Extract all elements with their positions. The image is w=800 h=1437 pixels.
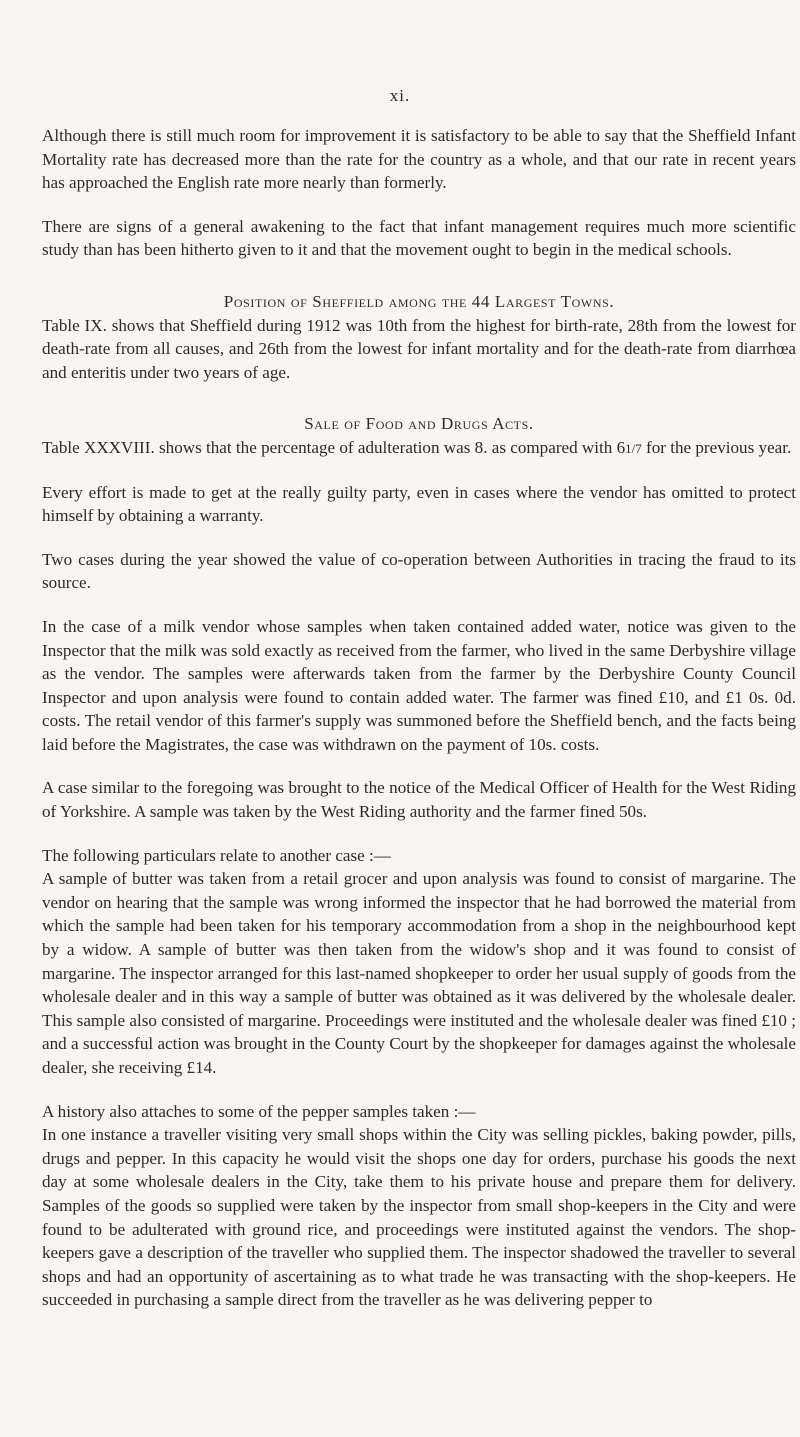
paragraph-table-ix: Table IX. shows that Sheffield during 1912 was 10th from the highest for birth-rate, 28th from the lowest for death-rate from all causes, and 26th from the lowest for infant mortality and for the death-rate from diarrhœa and enteritis under two years of age.	[42, 315, 796, 382]
paragraph-butter-sample: A sample of butter was taken from a retail grocer and upon analysis was found to consist of margarine. The vendor on hearing that the sample was wrong informed the inspector that he had borrowed the material from which the sample had been taken for his temporary accommodation from a shop in the neighbourhood kept by a widow. A sample of butter was then taken from the widow's shop and it was found to consist of margarine. The inspector arranged for this last-named shopkeeper to order her usual supply of goods from the wholesale dealer and in this way a sample of butter was obtained as it was delivered by the wholesale dealer. This sample also consisted of margarine. Proceedings were instituted and the wholesale dealer was fined £10 ; and a successful action was brought in the County Court by the shopkeeper for damages against the wholesale dealer, she receiving £14.	[42, 869, 796, 1077]
paragraph-co-operation: Two cases during the year showed the value of co-operation between Authorities in tracing the fraud to its source.	[42, 549, 796, 593]
paragraph-table-xxxviii	[42, 436, 796, 461]
heading-position-of-sheffield: Position of Sheffield among the 44 Largest Towns.	[223, 291, 615, 311]
heading-food-and-drugs: Sale of Food and Drugs Acts.	[304, 414, 534, 434]
adulteration-text-start: Table XXXVIII. shows that the percentage of adulteration was 8. as compared with 6	[42, 437, 626, 457]
paragraph-guilty-party: Every effort is made to get at the really guilty party, even in cases where the vendor has omitted to protect himself by obtaining a warranty.	[42, 482, 796, 526]
paragraph-pepper-history: A history also attaches to some of the pepper samples taken :—	[42, 1101, 476, 1121]
adulteration-fraction: 1/7	[625, 440, 642, 456]
paragraph-infant-management: There are signs of a general awakening to the fact that infant management requires much more scientific study than has been hitherto given to it and that the movement ought to begin in the medical schools.	[42, 216, 796, 260]
paragraph-another-case: The following particulars relate to another case :—	[42, 845, 391, 865]
paragraph-milk-vendor: In the case of a milk vendor whose samples when taken contained added water, notice was given to the Inspector that the milk was sold exactly as received from the farmer, who lived in the same Derbyshire village as the vendor. The samples were afterwards taken from the farmer by the Derbyshire County Council Inspector and upon analysis were found to contain added water. The farmer was fined £10, and £1 0s. 0d. costs. The retail vendor of this farmer's supply was summoned before the Sheffield bench, and the facts being laid before the Magistrates, the case was withdrawn on the payment of 10s. costs.	[42, 616, 796, 754]
paragraph-infant-mortality: Although there is still much room for improvement it is satisfactory to be able to say that the Sheffield Infant Mortality rate has decreased more than the rate for the country as a whole, and that our rate in recent years has approached the English rate more nearly than formerly.	[42, 126, 796, 193]
page-number: xi.	[389, 86, 411, 105]
adulteration-text-end: for the previous year.	[641, 437, 792, 457]
page-body	[42, 124, 796, 1312]
paragraph-traveller: In one instance a traveller visiting very small shops within the City was selling pickles, baking powder, pills, drugs and pepper. In this capacity he would visit the shops one day for orders, purchase his goods the next day at some wholesale dealers in the City, take them to his private house and prepare them for delivery. Samples of the goods so supplied were taken by the inspector from small shop-keepers in the City and were found to be adulterated with ground rice, and proceedings were instituted against the vendors. The shop-keepers gave a description of the traveller who supplied them. The inspector shadowed the traveller to several shops and had an opportunity of ascertaining as to what trade he was transacting with the shop-keepers. He succeeded in purchasing a sample direct from the traveller as he was delivering pepper to	[42, 1125, 796, 1310]
paragraph-west-riding: A case similar to the foregoing was brought to the notice of the Medical Officer of Health for the West Riding of Yorkshire. A sample was taken by the West Riding authority and the farmer fined 50s.	[42, 778, 796, 822]
